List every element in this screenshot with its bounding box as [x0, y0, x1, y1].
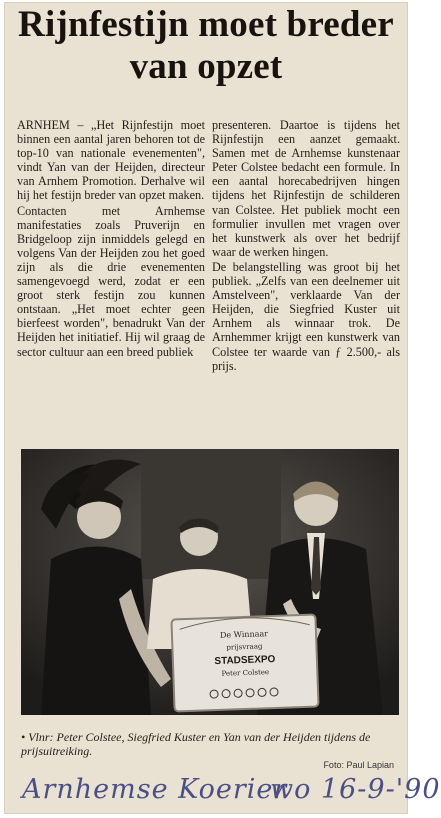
newspaper-clipping	[4, 2, 441, 814]
photo-credit: Foto: Paul Lapian	[323, 760, 394, 770]
paragraph: De belangstelling was groot bij het publiek. „Zelfs van een deelnemer uit Amstelveen", verklaarde Van der Heijden, die Siegfried Kuster uit Arnhem als winnaar trok. De Arnhemmer krijgt een kunstwerk van Colstee ter waarde van ƒ 2.500,- als prijs.	[212, 259, 400, 373]
handwritten-annotation	[22, 774, 441, 805]
paragraph: presenteren. Daartoe is tijdens het Rijnfestijn een aanzet gemaakt. Samen met de Arnhemse kunstenaar Peter Colstee bedacht een formule. In een aantal horecabedrijven hingen tijdens het Rijnfestijn de schilderen van Colstee. Het publiek mocht een formulier invullen met vragen over het kunstwerk als over het bedrijf waar de werken hingen.	[212, 118, 400, 259]
article-column-right	[212, 118, 400, 374]
photo-caption: • Vlnr: Peter Colstee, Siegfried Kuster en Yan van der Heijden tijdens de prijsuitreiking.	[21, 730, 371, 758]
photo-illustration	[21, 449, 399, 715]
headline: Rijnfestijn moet breder van opzet	[18, 4, 394, 87]
award-photo	[21, 449, 399, 715]
board-line2: prijsvraag	[226, 642, 263, 652]
paragraph: ARNHEM – „Het Rijnfestijn moet binnen een aantal jaren behoren tot de top-10 van nationale evenementen", vindt Yan van der Heijden, directeur van Arnhem Promotion. Derhalve wil hij het festijn breder van opzet maken.	[17, 118, 205, 203]
award-board	[171, 615, 318, 712]
board-line4: Peter Colstee	[221, 668, 270, 678]
handwritten-source: Arnhemse Koerier	[22, 774, 288, 805]
handwritten-date: wo 16-9-'90	[270, 774, 441, 805]
paragraph: Contacten met Arnhemse manifestaties zoals Pruverijn en Bridgeloop zijn inmiddels gelegd en volgens Van der Heijden zou het goed zijn als die drie evenementen samengevoegd werd, zodat er een groot sterk festijn zou kunnen ontstaan. „Het moet echter geen bierfeest worden", benadrukt Van der Heijden het initiatief. Hij wil graag de sector cultuur aan een breed publiek	[17, 203, 205, 359]
board-line1: De Winnaar	[219, 629, 269, 640]
board-line3: STADSEXPO	[214, 653, 276, 668]
article-column-left	[17, 118, 205, 360]
